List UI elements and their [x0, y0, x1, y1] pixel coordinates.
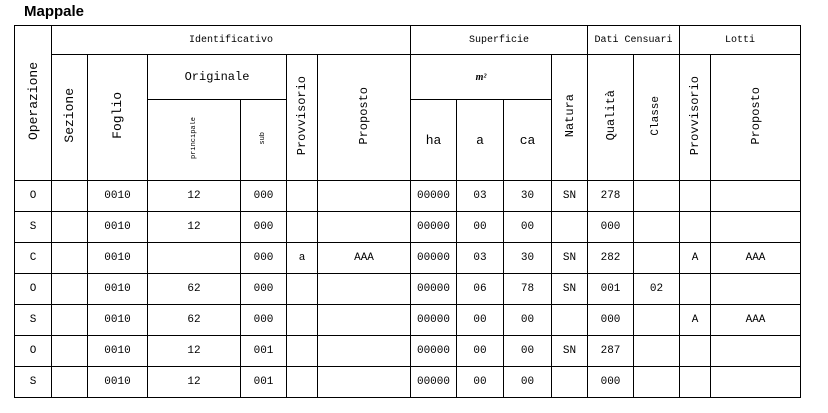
header-unit-m2: m² [411, 55, 552, 100]
mappale-table [14, 25, 801, 398]
cell-sezione [52, 212, 88, 243]
cell-classe [634, 243, 680, 274]
cell-lotti-proposto: AAA [711, 243, 801, 274]
cell-ca: 30 [504, 181, 552, 212]
cell-ha: 00000 [411, 181, 457, 212]
cell-sezione [52, 336, 88, 367]
cell-lotti-provvisorio [680, 367, 711, 398]
cell-operazione: C [15, 243, 52, 274]
cell-classe [634, 305, 680, 336]
cell-sezione [52, 181, 88, 212]
cell-natura [552, 212, 588, 243]
cell-lotti-provvisorio: A [680, 243, 711, 274]
cell-ha: 00000 [411, 243, 457, 274]
cell-sezione [52, 274, 88, 305]
cell-operazione: O [15, 274, 52, 305]
cell-proposto [318, 367, 411, 398]
cell-sezione [52, 305, 88, 336]
cell-proposto: AAA [318, 243, 411, 274]
cell-provvisorio [287, 336, 318, 367]
cell-qualita: 000 [588, 367, 634, 398]
cell-operazione: S [15, 367, 52, 398]
cell-principale: 62 [148, 274, 241, 305]
header-provvisorio: Provvisorio [287, 55, 318, 181]
cell-natura: SN [552, 181, 588, 212]
header-lotti-provvisorio: Provvisorio [680, 55, 711, 181]
cell-foglio: 0010 [88, 305, 148, 336]
cell-lotti-proposto [711, 274, 801, 305]
cell-ha: 00000 [411, 274, 457, 305]
cell-ca: 00 [504, 336, 552, 367]
cell-natura: SN [552, 274, 588, 305]
cell-lotti-provvisorio [680, 274, 711, 305]
cell-ha: 00000 [411, 305, 457, 336]
header-originale: Originale [148, 55, 287, 100]
header-natura: Natura [552, 55, 588, 181]
cell-natura: SN [552, 336, 588, 367]
cell-sub: 000 [241, 212, 287, 243]
cell-foglio: 0010 [88, 181, 148, 212]
table-row [15, 367, 801, 398]
header-dati-censuari: Dati Censuari [588, 26, 680, 55]
cell-lotti-proposto: AAA [711, 305, 801, 336]
cell-a: 00 [457, 212, 504, 243]
cell-foglio: 0010 [88, 243, 148, 274]
cell-natura: SN [552, 243, 588, 274]
cell-principale: 62 [148, 305, 241, 336]
cell-qualita: 282 [588, 243, 634, 274]
cell-principale: 12 [148, 212, 241, 243]
cell-foglio: 0010 [88, 336, 148, 367]
cell-qualita: 278 [588, 181, 634, 212]
cell-foglio: 0010 [88, 212, 148, 243]
cell-a: 00 [457, 367, 504, 398]
header-classe: Classe [634, 55, 680, 181]
header-identificativo: Identificativo [52, 26, 411, 55]
cell-foglio: 0010 [88, 367, 148, 398]
cell-natura [552, 305, 588, 336]
cell-sezione [52, 243, 88, 274]
table-row [15, 181, 801, 212]
cell-lotti-proposto [711, 367, 801, 398]
cell-sub: 000 [241, 305, 287, 336]
cell-sub: 000 [241, 243, 287, 274]
cell-sub: 000 [241, 274, 287, 305]
table-row [15, 336, 801, 367]
cell-sub: 001 [241, 336, 287, 367]
cell-classe [634, 367, 680, 398]
cell-provvisorio [287, 212, 318, 243]
cell-ca: 00 [504, 367, 552, 398]
cell-principale [148, 243, 241, 274]
cell-foglio: 0010 [88, 274, 148, 305]
cell-natura [552, 367, 588, 398]
cell-proposto [318, 336, 411, 367]
cell-ca: 00 [504, 305, 552, 336]
cell-ha: 00000 [411, 212, 457, 243]
cell-classe [634, 181, 680, 212]
header-principale: principale [148, 100, 241, 181]
header-ca: ca [504, 100, 552, 181]
cell-operazione: O [15, 336, 52, 367]
header-lotti: Lotti [680, 26, 801, 55]
cell-proposto [318, 212, 411, 243]
cell-sezione [52, 367, 88, 398]
table-row [15, 274, 801, 305]
cell-a: 00 [457, 305, 504, 336]
header-sezione: Sezione [52, 55, 88, 181]
header-superficie: Superficie [411, 26, 588, 55]
header-proposto: Proposto [318, 55, 411, 181]
cell-proposto [318, 274, 411, 305]
cell-ca: 78 [504, 274, 552, 305]
cell-a: 03 [457, 243, 504, 274]
cell-principale: 12 [148, 181, 241, 212]
cell-a: 06 [457, 274, 504, 305]
cell-lotti-provvisorio [680, 181, 711, 212]
header-sub: sub [241, 100, 287, 181]
cell-lotti-proposto [711, 336, 801, 367]
cell-provvisorio: a [287, 243, 318, 274]
cell-proposto [318, 305, 411, 336]
cell-ha: 00000 [411, 336, 457, 367]
header-a: a [457, 100, 504, 181]
cell-qualita: 000 [588, 305, 634, 336]
cell-a: 03 [457, 181, 504, 212]
header-qualita: Qualità [588, 55, 634, 181]
cell-principale: 12 [148, 367, 241, 398]
cell-classe: 02 [634, 274, 680, 305]
cell-lotti-provvisorio [680, 212, 711, 243]
cell-provvisorio [287, 181, 318, 212]
cell-provvisorio [287, 305, 318, 336]
cell-sub: 001 [241, 367, 287, 398]
table-row [15, 212, 801, 243]
cell-qualita: 287 [588, 336, 634, 367]
cell-operazione: S [15, 212, 52, 243]
cell-lotti-proposto [711, 212, 801, 243]
table-row [15, 243, 801, 274]
cell-proposto [318, 181, 411, 212]
cell-a: 00 [457, 336, 504, 367]
section-title: Mappale [24, 3, 85, 20]
header-lotti-proposto: Proposto [711, 55, 801, 181]
table-row [15, 305, 801, 336]
cell-qualita: 000 [588, 212, 634, 243]
cell-lotti-provvisorio: A [680, 305, 711, 336]
cell-operazione: S [15, 305, 52, 336]
cell-ca: 00 [504, 212, 552, 243]
cell-qualita: 001 [588, 274, 634, 305]
header-foglio: Foglio [88, 55, 148, 181]
cell-lotti-proposto [711, 181, 801, 212]
cell-operazione: O [15, 181, 52, 212]
cell-provvisorio [287, 367, 318, 398]
header-ha: ha [411, 100, 457, 181]
cell-sub: 000 [241, 181, 287, 212]
cell-ha: 00000 [411, 367, 457, 398]
cell-provvisorio [287, 274, 318, 305]
cell-principale: 12 [148, 336, 241, 367]
cell-lotti-provvisorio [680, 336, 711, 367]
cell-classe [634, 336, 680, 367]
cell-ca: 30 [504, 243, 552, 274]
cell-classe [634, 212, 680, 243]
header-operazione: Operazione [15, 26, 52, 181]
